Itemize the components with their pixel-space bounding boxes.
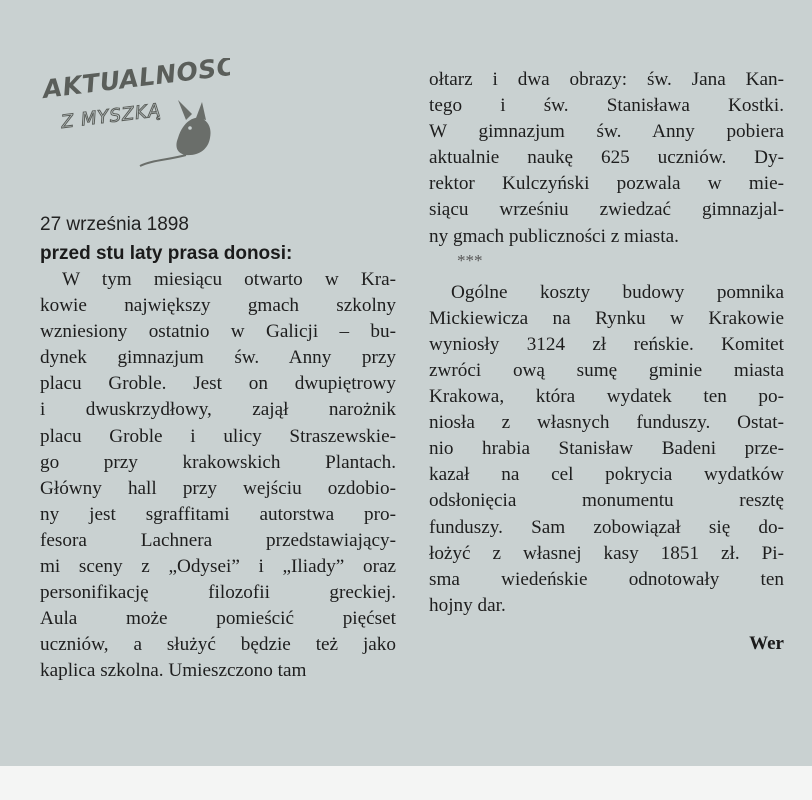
section-separator: *** [457,250,483,270]
text-line: kaplica szkolna. Umieszczono tam [40,660,307,682]
text-line: funduszy. Sam zobowiązał się do- [429,516,784,538]
article-body-left [40,267,396,685]
text-line: siącu wrześniu zwiedzać gimnazjal- [429,199,784,221]
text-line: sma wiedeńskie odnotowały ten [429,568,784,590]
text-line: tego i św. Stanisława Kostki. [429,95,784,117]
text-line: wzniesiony ostatnio w Galicji – bu- [40,321,396,343]
logo-subtitle-text: Z MYSZKĄ [60,99,163,133]
text-line: Aula może pomieścić pięćset [40,608,396,630]
page-bottom-margin [0,766,812,800]
text-line: fesora Lachnera przedstawiający- [40,529,396,551]
text-line: W tym miesiącu otwarto w Kra- [62,269,396,290]
text-line: rektor Kulczyński pozwala w mie- [429,173,784,195]
mouse-logo-icon [40,58,230,173]
text-line: ny jest sgraffitami autorstwa pro- [40,503,396,525]
text-line: niosła z własnych funduszy. Ostat- [429,412,784,434]
mouse-icon [176,100,210,155]
column-logo [40,58,230,173]
text-line: W gimnazjum św. Anny pobiera [429,121,784,143]
text-line: Ogólne koszty budowy pomnika [451,281,784,303]
text-line: hojny dar. [429,594,506,616]
text-line: kazał na cel pokrycia wydatków [429,464,784,486]
article-body-right-2 [429,280,784,619]
text-line: kowie największy gmach szkolny [40,295,396,317]
text-line: mi sceny z „Odysei” i „Iliady” oraz [40,556,396,578]
text-line: aktualnie naukę 625 uczniów. Dy- [429,147,784,169]
text-line: Mickiewicza na Rynku w Krakowie [429,307,784,329]
text-line: ny gmach publiczności z miasta. [429,225,679,247]
text-line: wyniosły 3124 zł reńskie. Komitet [429,333,784,355]
text-line: uczniów, a służyć będzie też jako [40,634,396,656]
text-line: personifikację filozofii greckiej. [40,582,396,604]
author-signature: Wer [749,632,784,654]
text-line: dynek gimnazjum św. Anny przy [40,347,396,369]
text-line: placu Groble i ulicy Straszewskie- [40,425,396,447]
article-date: 27 września 1898 [40,214,189,235]
text-line: ołtarz i dwa obrazy: św. Jana Kan- [429,69,784,90]
text-line: Główny hall przy wejściu ozdobio- [40,477,396,499]
article-kicker: przed stu laty prasa donosi: [40,243,293,264]
logo-title-text: AKTUALNOŚCI [41,58,230,104]
text-line: łożyć z własnej kasy 1851 zł. Pi- [429,542,784,564]
text-line: placu Groble. Jest on dwupiętrowy [40,373,396,395]
article-left-column [40,205,396,685]
text-line: go przy krakowskich Plantach. [40,451,396,473]
article-body-right-1 [429,67,784,250]
text-line: nio hrabia Stanisław Badeni prze- [429,438,784,460]
text-line: odsłonięcia monumentu resztę [429,490,784,512]
text-line: Krakowa, która wydatek ten po- [429,386,784,408]
text-line: i dwuskrzydłowy, zajął narożnik [40,399,396,421]
article-right-column [429,67,784,655]
text-line: zwróci ową sumę gminie miasta [429,359,784,381]
